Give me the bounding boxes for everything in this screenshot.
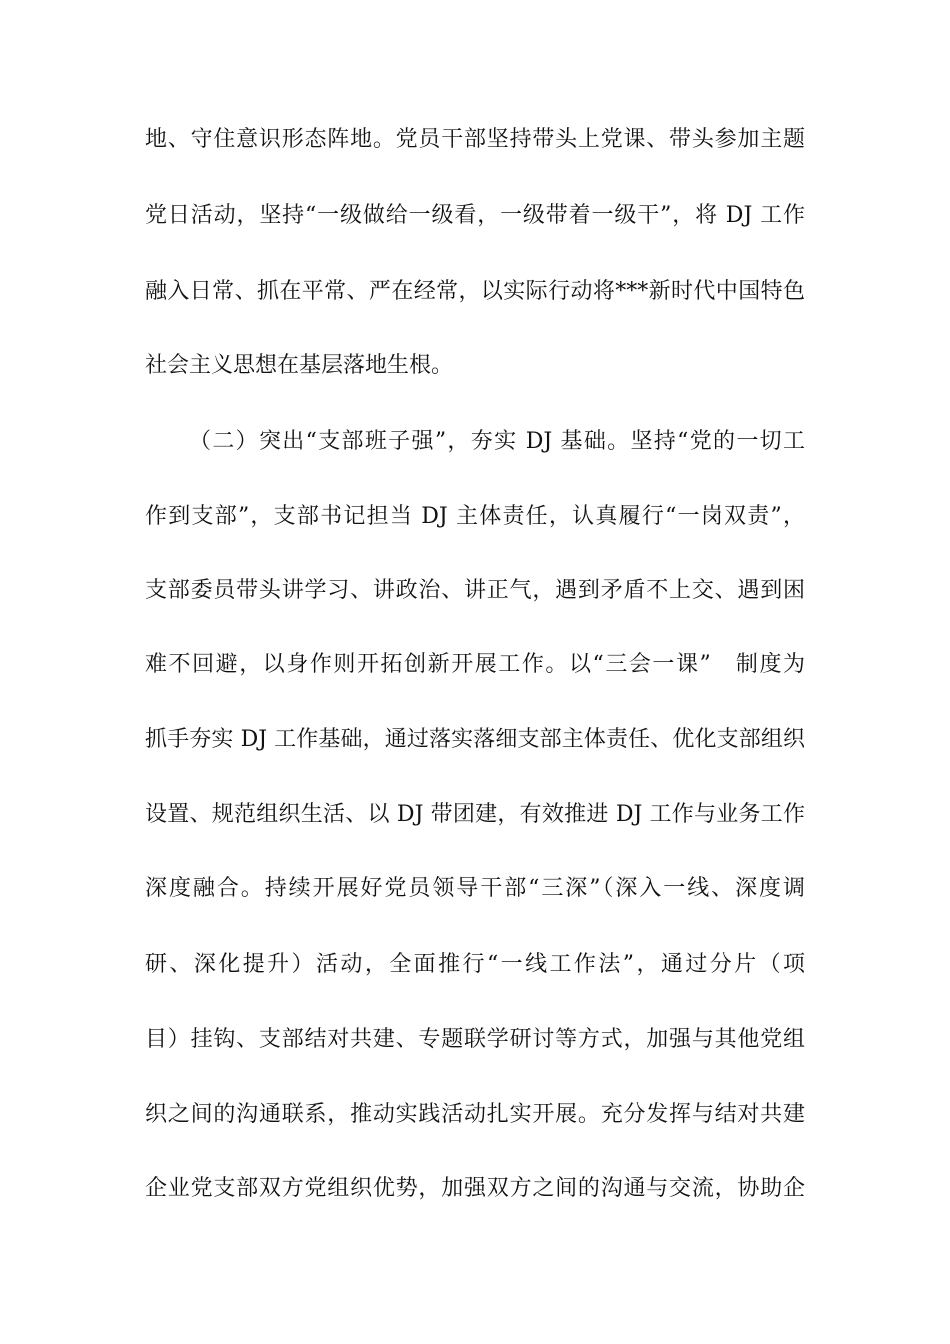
text-line: 目）挂钩、支部结对共建、专题联学研讨等方式，加强与其他党组 [145, 1027, 805, 1052]
text-line: 融入日常、抓在平常、严在经常，以实际行动将***新时代中国特色 [145, 279, 805, 304]
text-line: 企业党支部双方党组织优势，加强双方之间的沟通与交流，协助企 [145, 1176, 805, 1201]
text-line: 难不回避，以身作则开拓创新开展工作。以“三会一课” 制度为 [145, 652, 805, 677]
text-line: 支部委员带头讲学习、讲政治、讲正气，遇到矛盾不上交、遇到困 [145, 578, 805, 603]
text-line: 社会主义思想在基层落地生根。 [145, 353, 454, 378]
text-line: 研、深化提升）活动，全面推行“一线工作法”，通过分片（项 [145, 952, 805, 977]
text-line: 深度融合。持续开展好党员领导干部“三深”（深入一线、深度调 [145, 876, 805, 901]
text-line: 抓手夯实 DJ 工作基础，通过落实落细支部主体责任、优化支部组织 [145, 727, 805, 752]
text-line: 作到支部”，支部书记担当 DJ 主体责任，认真履行“一岗双责”， [145, 504, 805, 529]
text-line: 党日活动，坚持“一级做给一级看，一级带着一级干”，将 DJ 工作 [145, 203, 805, 228]
text-line: 织之间的沟通联系，推动实践活动扎实开展。充分发挥与结对共建 [145, 1102, 805, 1127]
text-line: 设置、规范组织生活、以 DJ 带团建，有效推进 DJ 工作与业务工作 [145, 802, 805, 827]
section-heading-line: （二）突出“支部班子强”，夯实 DJ 基础。坚持“党的一切工 [189, 429, 805, 454]
text-line: 地、守住意识形态阵地。党员干部坚持带头上党课、带头参加主题 [145, 127, 805, 152]
